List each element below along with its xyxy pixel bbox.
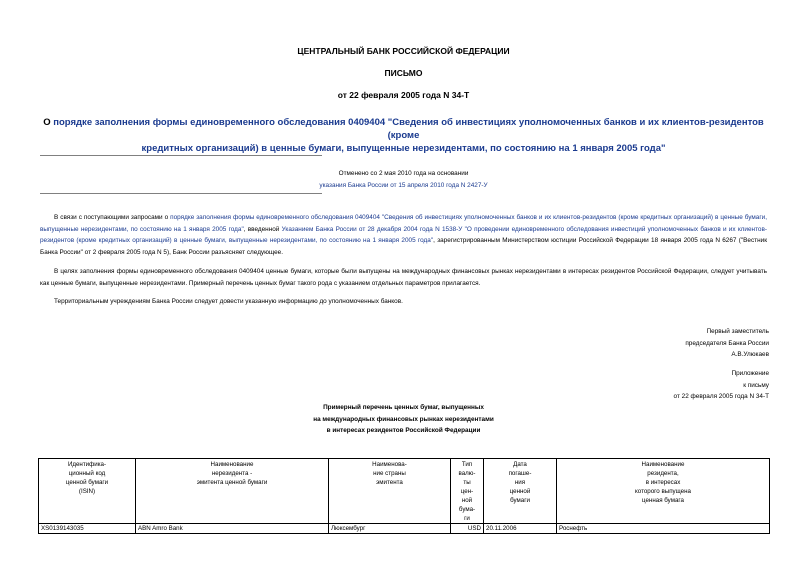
paragraph-1	[40, 212, 767, 258]
header-maturity: Дата погаше- ния ценной бумаги	[484, 459, 557, 524]
signature-line-3: А.В.Улюкаев	[731, 351, 769, 359]
table-header-row	[39, 459, 770, 524]
header-currency: Тип валю- ты цен- ной бума- ги	[451, 459, 484, 524]
title-link-cont[interactable]: кредитных организаций) в ценные бумаги, выпущенные нерезидентами, по состоянию на 1 января 2005 года"	[141, 143, 666, 154]
bank-name: ЦЕНТРАЛЬНЫЙ БАНК РОССИЙСКОЙ ФЕДЕРАЦИИ	[297, 46, 510, 56]
appendix-line-3: от 22 февраля 2005 года N 34-Т	[673, 393, 769, 401]
header-issuer: Наименование нерезидента - эмитента ценной бумаги	[136, 459, 329, 524]
table-cell: Роснефть	[557, 524, 770, 534]
cancel-note: Отменено со 2 мая 2010 года на основании	[338, 170, 469, 177]
title-prefix: О	[43, 117, 54, 128]
table-cell: XS0139143035	[39, 524, 136, 534]
cancel-note-link[interactable]: указания Банка России от 15 апреля 2010 года N 2427-У	[319, 182, 488, 189]
signature-block	[469, 326, 769, 361]
table-cell: USD	[451, 524, 484, 534]
p1-text-mid: , введенной	[243, 225, 282, 233]
cancel-note-link-row	[0, 180, 807, 192]
header-isin: Идентифика- ционный код ценной бумаги (ISIN)	[39, 459, 136, 524]
table-cell: Люксембург	[329, 524, 451, 534]
list-title-line-2: на международных финансовых рынках нерезидентами	[313, 415, 494, 423]
header-country: Наименова- ние страны эмитента	[329, 459, 451, 524]
p1-text-start: В связи с поступающими запросами о	[54, 214, 171, 221]
divider-top	[40, 155, 322, 156]
doc-type: ПИСЬМО	[384, 68, 423, 78]
paragraph-3: Территориальным учреждениям Банка России следует довести указанную информацию до уполномоченных банков.	[54, 298, 403, 305]
list-title-line-3: в интересах резидентов Российской Федерации	[326, 427, 481, 435]
table-body	[39, 524, 770, 534]
p1-form-link[interactable]: порядке заполнения формы единовременного обследования 0409404 "Сведения об инвестициях уполномоченных банков и их клиентов-резидентов (кроме кредитных организаций) в ценные бумаги, выпущенные нерезидентами, по состоянию на 1 января 2005 года"	[40, 214, 768, 233]
title-link[interactable]: порядке заполнения формы единовременного обследования 0409404 "Сведения об инвестициях уполномоченных банков и их клиентов-резидентов (кроме	[53, 117, 764, 141]
appendix-block	[469, 368, 769, 403]
header-resident: Наименование резидента, в интересах которого выпущена ценная бумага	[557, 459, 770, 524]
table-cell: ABN Amro Bank	[136, 524, 329, 534]
p1-text-end: , зарегистрированным Министерством юстиции Российской Федерации 18 января 2005 года N 6267 ("Вестник Банка России" от 2 февраля 2005 года N 5), Банк России разъясняет следующее.	[40, 237, 768, 256]
signature-line-1: Первый заместитель	[706, 328, 769, 335]
p1-instruction-link[interactable]: Указанием Банка России от 28 декабря 2004 года N 1538-У "О проведении единовременного обследования инвестиций уполномоченных банков и их клиентов-резидентов (кроме кредитных организаций) в ценные бумаги, выпущенные нерезидентами, по состоянию на 1 января 2005 года"	[40, 225, 767, 245]
list-title-line-1: Примерный перечень ценных бумаг, выпущенных	[323, 404, 484, 411]
doc-date: от 22 февраля 2005 года N 34-Т	[337, 90, 470, 100]
appendix-line-1: Приложение	[731, 370, 769, 377]
table-cell: 20.11.2006	[484, 524, 557, 534]
securities-table	[38, 458, 770, 534]
doc-title	[40, 116, 767, 155]
divider-bottom	[40, 193, 322, 194]
appendix-line-2: к письму	[743, 381, 769, 389]
table-row	[39, 524, 770, 534]
signature-line-2: председателя Банка России	[685, 339, 769, 347]
list-title	[0, 402, 807, 437]
paragraph-2: В целях заполнения формы единовременного обследования 0409404 ценные бумаги, которые были выпущены на международных финансовых рынках нерезидентами в интересах резидентов Российской Федерации, следует учитывать как ценные бумаги, выпущенные нерезидентами. Примерный перечень ценных бумаг такого рода с указанием отдельных параметров прилагается.	[40, 268, 767, 287]
